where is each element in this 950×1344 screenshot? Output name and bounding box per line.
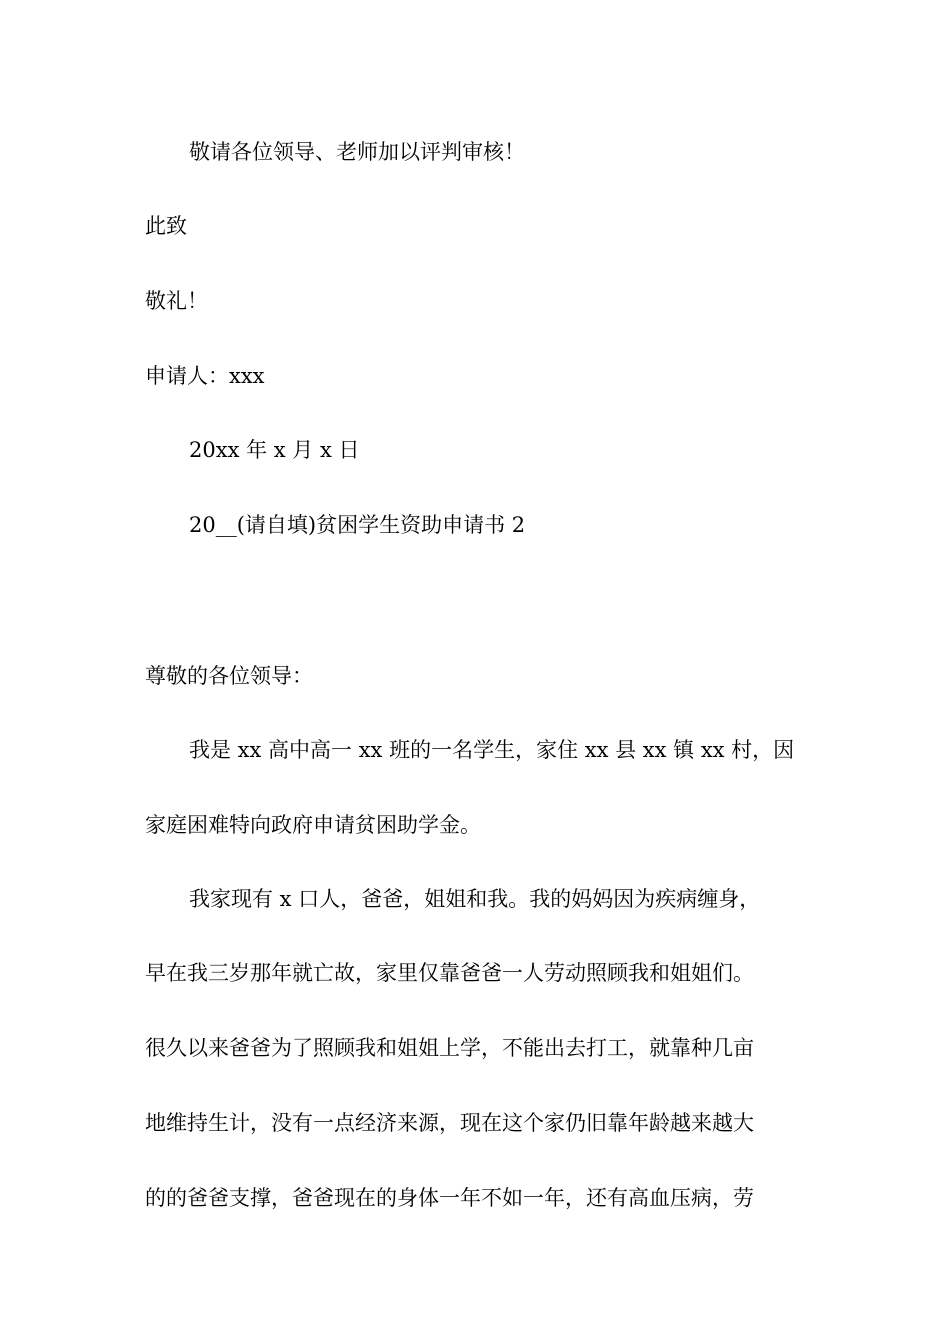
paragraph-1-line: 我是 xx 高中高一 xx 班的一名学生，家住 xx 县 xx 镇 xx 村，因 [189,738,795,762]
applicant-line: 申请人：xxx [145,364,265,388]
paragraph-2-line: 早在我三岁那年就亡故，家里仅靠爸爸一人劳动照顾我和姐姐们。 [145,961,754,985]
salutation-line-2: 敬礼！ [145,289,208,313]
paragraph-2-line: 地维持生计，没有一点经济来源，现在这个家仍旧靠年龄越来越大 [145,1111,754,1135]
greeting-line: 尊敬的各位领导： [145,664,313,688]
salutation-line-1: 此致 [145,214,187,238]
paragraph-2-line: 我家现有 x 口人，爸爸，姐姐和我。我的妈妈因为疾病缠身， [189,887,761,911]
date-line: 20xx 年 x 月 x 日 [189,438,360,462]
paragraph-2-line: 的的爸爸支撑，爸爸现在的身体一年不如一年，还有高血压病，劳 [145,1186,754,1210]
section-title: 20__(请自填)贫困学生资助申请书 2 [189,513,526,537]
paragraph-2-line: 很久以来爸爸为了照顾我和姐姐上学，不能出去打工，就靠种几亩 [145,1036,754,1060]
paragraph-1-line: 家庭困难特向政府申请贫困助学金。 [145,813,481,837]
closing-request-line: 敬请各位领导、老师加以评判审核！ [189,140,525,164]
